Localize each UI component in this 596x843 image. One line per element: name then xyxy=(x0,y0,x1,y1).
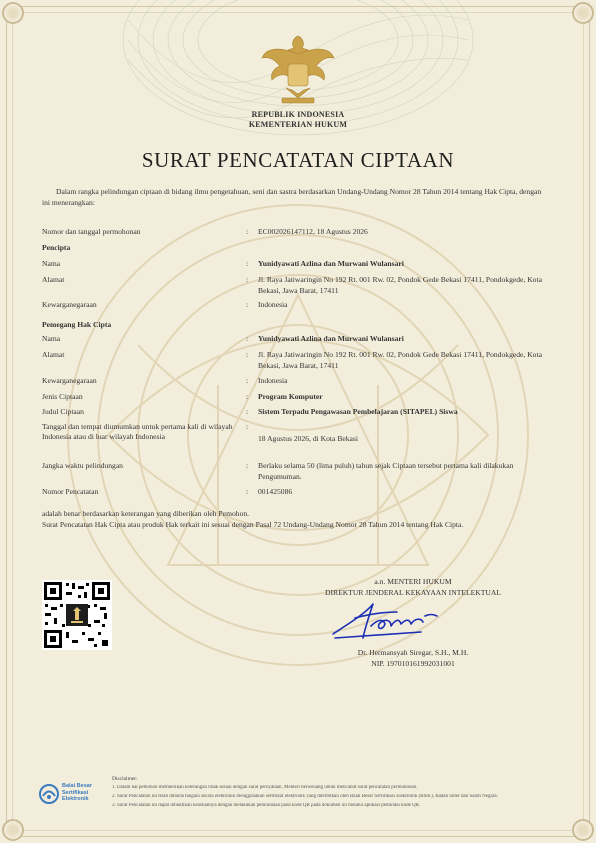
work-title-label: Judul Ciptaan xyxy=(42,407,84,416)
corner-ornament-bottom-left xyxy=(2,819,24,841)
creator-address-label: Alamat xyxy=(42,275,65,284)
colon: : xyxy=(246,227,249,236)
colon: : xyxy=(246,422,249,431)
holder-address: Jl. Raya Jatiwaringin No 192 Rt. 001 Rw. 02, Pondok Gede Bekasi 17411, Pondokgede, Kota Bekasi, Jawa Barat, 17411 xyxy=(258,350,542,370)
corner-ornament-bottom-right xyxy=(572,819,594,841)
signatory-nip: NIP. 197010161992031001 xyxy=(371,659,455,668)
record-number: 001425086 xyxy=(258,487,293,496)
ministry-name: KEMENTERIAN HUKUM xyxy=(248,120,348,129)
on-behalf-line: a.n. MENTERI HUKUM xyxy=(374,577,452,586)
colon: : xyxy=(246,334,249,343)
protection-period-label: Jangka waktu pelindungan xyxy=(42,461,123,470)
signatory-name: Dr. Hermansyah Siregar, S.H., M.H. xyxy=(357,648,469,657)
signatory-position: DIREKTUR JENDERAL KEKAYAAN INTELEKTUAL xyxy=(325,588,501,597)
work-type: Program Komputer xyxy=(258,392,323,401)
holder-nationality-label: Kewarganegaraan xyxy=(42,376,97,385)
bsre-logo-icon xyxy=(38,783,60,805)
colon: : xyxy=(246,275,249,284)
application-label: Nomor dan tanggal permohonan xyxy=(42,227,141,236)
protection-period: Berlaku selama 50 (lima puluh) tahun sejak Ciptaan tersebut pertama kali dilakukan Pengumuman. xyxy=(258,461,514,481)
handwritten-signature xyxy=(325,596,445,646)
colon: : xyxy=(246,487,249,496)
colon: : xyxy=(246,350,249,359)
garuda-emblem-icon xyxy=(258,28,338,108)
application-value: EC002026147112, 18 Agustus 2026 xyxy=(258,227,368,236)
holder-name: Yunidyawati Azlina dan Murwani Wulansari xyxy=(258,334,404,343)
bsre-line-3: Elektronik xyxy=(62,796,89,802)
colon: : xyxy=(246,259,249,268)
document-title: SURAT PENCATATAN CIPTAAN xyxy=(141,148,455,172)
bsre-line-1: Balai Besar xyxy=(62,783,92,789)
colon: : xyxy=(246,407,249,416)
disclaimer-item: 2. Surat Pencatatan ini telah ditanda tangani secara elektronik menggunakan sertifikat elektronik yang diterbitkan oleh Balai Besar Sertifikasi Elektronik (BSrE), Badan Siber dan Sandi Negara. xyxy=(112,794,498,799)
creator-address: Jl. Raya Jatiwaringin No 192 Rt. 001 Rw. 02, Pondok Gede Bekasi 17411, Pondokgede, Kota Bekasi, Jawa Barat, 17411 xyxy=(258,275,542,295)
colon: : xyxy=(246,300,249,309)
colon: : xyxy=(246,392,249,401)
corner-ornament-top-left xyxy=(2,2,24,24)
verification-qr-code[interactable] xyxy=(42,580,112,650)
creator-heading: Pencipta xyxy=(42,243,71,252)
corner-ornament-top-right xyxy=(572,2,594,24)
disclaimer-title: Disclaimer: xyxy=(112,776,138,782)
disclaimer-item: 3. Surat Pencatatan ini dapat dibuktikan keasliannya dengan melakukan pemindaian pada kode QR pada dokumen ini melalui aplikasi pemindai kode QR. xyxy=(112,803,421,808)
work-type-label: Jenis Ciptaan xyxy=(42,392,83,401)
record-number-label: Nomor Pencatatan xyxy=(42,487,99,496)
creator-name: Yunidyawati Azlina dan Murwani Wulansari xyxy=(258,259,404,268)
country-name: REPUBLIK INDONESIA xyxy=(251,110,345,119)
bsre-label xyxy=(62,783,92,803)
closing-statement: adalah benar berdasarkan keterangan yang diberikan oleh Pemohon. xyxy=(42,509,250,518)
holder-address-label: Alamat xyxy=(42,350,65,359)
announcement-value: 18 Agustus 2026, di Kota Bekasi xyxy=(258,434,358,443)
colon: : xyxy=(246,461,249,470)
legal-basis-statement: Surat Pencatatan Hak Cipta atau produk Hak terkait ini sesuai dengan Pasal 72 Undang-Undang Nomor 28 Tahun 2014 tentang Hak Cipta. xyxy=(42,520,464,529)
bsre-line-2: Sertifikasi xyxy=(62,789,89,796)
creator-name-label: Nama xyxy=(42,259,61,268)
disclaimer-item: 1. Dalam hal pemohon memberikan keterangan tidak sesuai dengan surat pernyataan, Menteri berwenang untuk mencabut surat pencatatan permohonan. xyxy=(112,785,418,790)
holder-heading: Pemegang Hak Cipta xyxy=(42,320,112,329)
work-title: Sistem Terpadu Pengawasan Pembelajaran (SITAPEL) Siswa xyxy=(258,407,458,416)
intro-paragraph: Dalam rangka pelindungan ciptaan di bidang ilmu pengetahuan, seni dan sastra berdasarkan Undang-Undang Nomor 28 Tahun 2014 tentang Hak Cipta, dengan ini menerangkan: xyxy=(42,187,542,207)
holder-name-label: Nama xyxy=(42,334,61,343)
creator-nationality: Indonesia xyxy=(258,300,288,309)
holder-nationality: Indonesia xyxy=(258,376,288,385)
creator-nationality-label: Kewarganegaraan xyxy=(42,300,97,309)
colon: : xyxy=(246,376,249,385)
announcement-label: Tanggal dan tempat diumumkan untuk pertama kali di wilayah Indonesia atau di luar wilayah Indonesia xyxy=(42,422,233,441)
